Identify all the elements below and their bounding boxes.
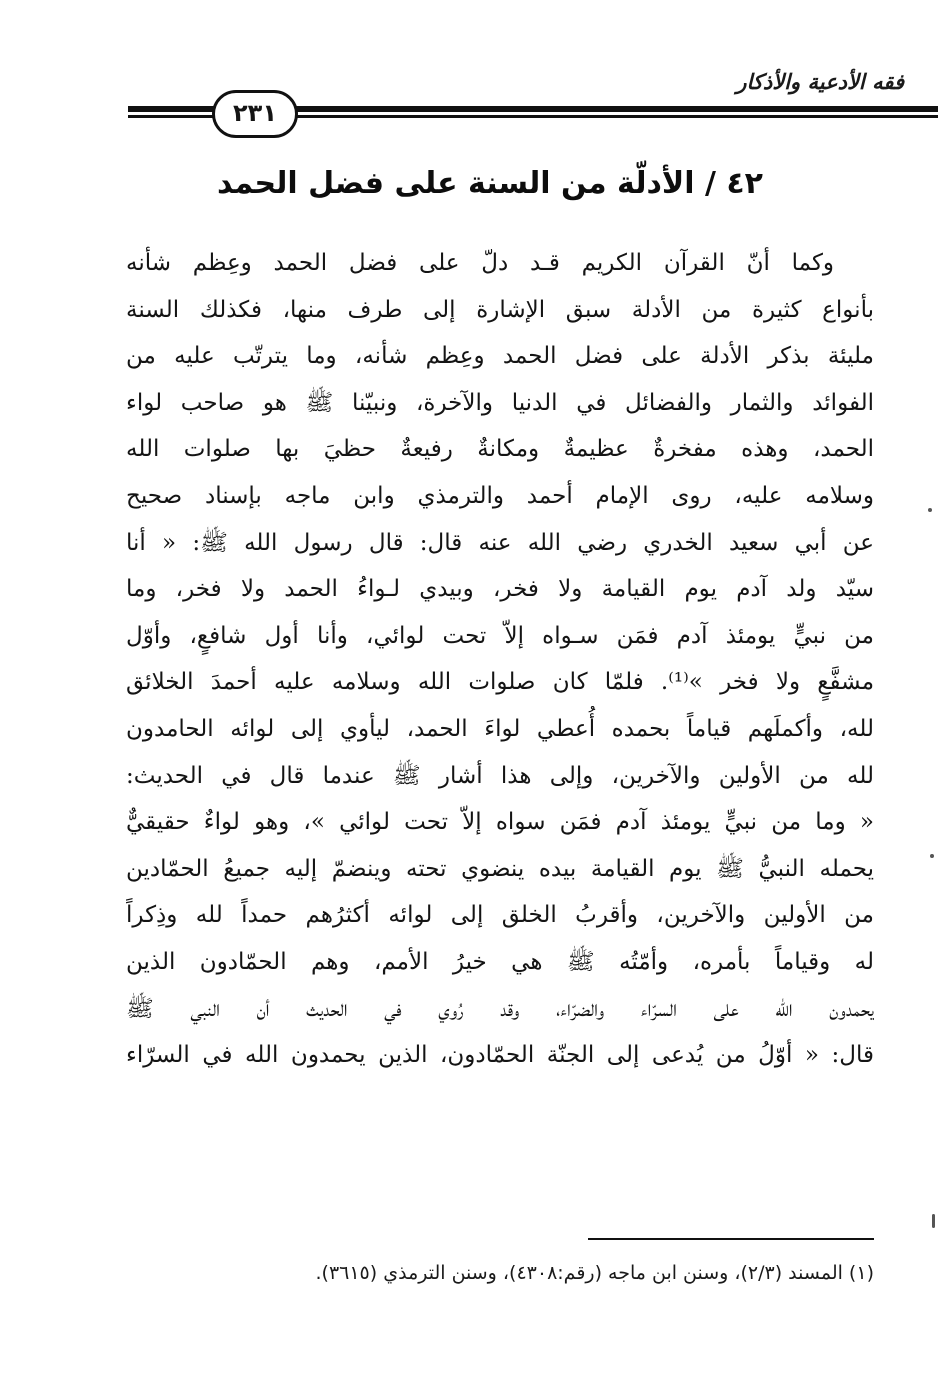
body-line: قال: « أوّلُ من يُدعى إلى الجنّة الحمّادون، الذين يحمدون الله في السرّاء [126,1042,874,1069]
scan-speck [932,1214,935,1228]
running-header-title: فقه الأدعية والأذكار [736,70,904,94]
body-text [126,240,874,1079]
body-line: الحمد، وهذه مفخرةٌ عظيمةٌ ومكانةٌ رفيعةٌ حظيَ بها صلوات الله [126,436,874,463]
body-line: من الأولين والآخرين، وأقربُ الخلق إلى لوائه أكثرُهم حمداً لله وذِكراً [126,902,874,929]
footnote: (١) المسند (٢/٣)، وسنن ابن ماجه (رقم:٤٣٠٨)، وسنن الترمذي (٣٦١٥). [315,1262,874,1284]
body-line: يحمله النبيُّ ﷺ يوم القيامة بيده ينضوي تحته وينضمّ إليه جميعُ الحمّادين [126,855,874,882]
scan-speck [930,854,934,858]
body-line: من نبيٍّ يومئذ آدم فمَن سـواه إلاّ تحت لوائي، وأنا أول شافعٍ، وأوّل [126,622,874,649]
page-number: ٢٣١ [212,90,298,138]
body-line: وكما أنّ القرآن الكريم قـد دلّ على فضل الحمد وعِظم شأنه [126,250,834,276]
body-line: وسلامه عليه، روى الإمام أحمد والترمذي وابن ماجه بإسناد صحيح [126,482,874,509]
body-line: يحمدون الله على السرّاء والضرّاء، وقد رُوي في الحديث أن النبي ﷺ [126,995,874,1022]
body-line: لله من الأولين والآخرين، وإلى هذا أشار ﷺ عندما قال في الحديث: [126,762,874,789]
chapter-title: ٤٢ / الأدلّة من السنة على فضل الحمد [217,166,763,201]
body-line: « وما من نبيٍّ يومئذ آدم فمَن سواه إلاّ تحت لوائي »، وهو لواءٌ حقيقيٌّ [126,809,874,836]
body-line: سيّد ولد آدم يوم القيامة ولا فخر، وبيدي لـواءُ الحمد ولا فخر، وما [126,576,874,603]
scan-speck [928,508,932,512]
body-line: الفوائد والثمار والفضائل في الدنيا والآخرة، ونبيّنا ﷺ هو صاحب لواء [126,389,874,416]
body-line: له وقياماً بأمره، وأمّتُه ﷺ هي خيرُ الأمم، وهم الحمّادون الذين [126,948,874,975]
body-line: مليئة بذكر الأدلة على فضل الحمد وعِظم شأنه، وما يترتّب عليه من [126,343,874,370]
body-line: عن أبي سعيد الخدري رضي الله عنه قال: قال رسول الله ﷺ: « أنا [126,529,874,556]
body-line: لله، وأكملَهم قياماً بحمده أُعطي لواءَ الحمد، ليأوي إلى لوائه الحامدون [126,715,874,742]
body-line: بأنواع كثيرة من الأدلة سبق الإشارة إلى طرف منها، فكذلك السنة [126,296,874,323]
body-line: مشفَّعٍ ولا فخر »⁽¹⁾. فلمّا كان صلوات الله وسلامه عليه أحمدَ الخلائق [126,669,874,696]
footnote-separator [588,1238,874,1240]
